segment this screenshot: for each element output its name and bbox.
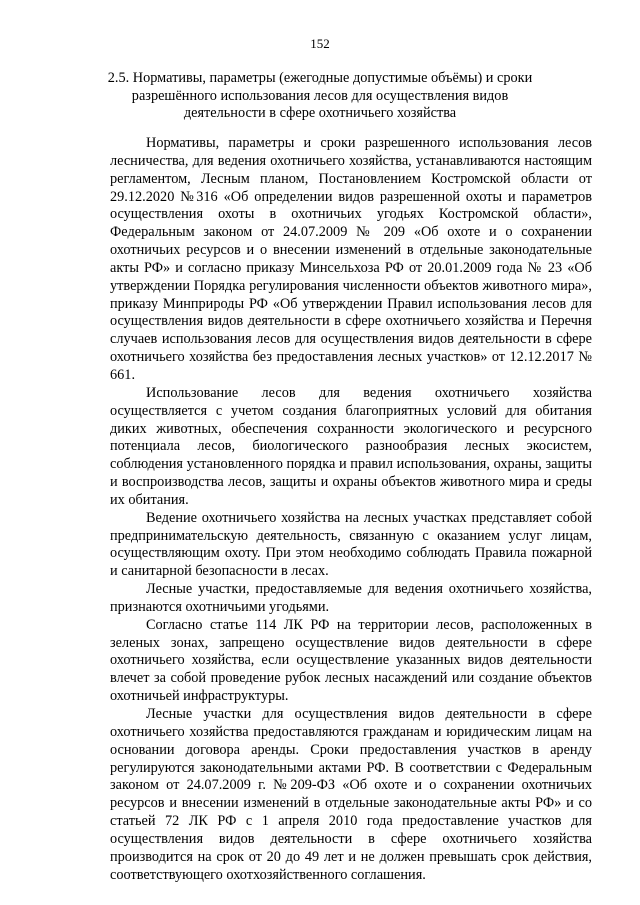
paragraph-2: Использование лесов для ведения охотничьего хозяйства осуществляется с учетом создания благоприятных условий для обитания диких животных, обеспечения сохранности экологического и ресурсного потенциала лесов, биологического разнообразия лесных экосистем, соблюдения установленного порядка и правил использования, охраны, защиты и воспроизводства лесов, защиты и охраны объектов животного мира и среды их обитания. bbox=[110, 384, 592, 508]
paragraph-4: Лесные участки, предоставляемые для ведения охотничьего хозяйства, признаются охотничьими угодьями. bbox=[110, 581, 592, 615]
page-number: 152 bbox=[310, 36, 330, 51]
paragraph-1: Нормативы, параметры и сроки разрешенного использования лесов лесничества, для ведения охотничьего хозяйства, устанавливаются настоящим регламентом, Лесным планом, Постановлением Костромской области от 29.12.2020 №316 «Об определении видов разрешенной охоты и параметров осуществления охоты в охотничьих угодьях Костромской области», Федеральным законом от 24.07.2009 № 209 «Об охоте и о сохранении охотничьих ресурсов и о внесении изменений в отдельные законодательные акты РФ» и согласно приказу Минсельхоза РФ от 20.01.2009 года № 23 «Об утверждении Порядка регулирования численности объектов животного мира», приказу Минприроды РФ «Об утверждении Правил использования лесов для осуществления видов деятельности в сфере охотничьего хозяйства и Перечня случаев использования лесов для осуществления видов деятельности в сфере охотничьего хозяйства без предоставления лесных участков» от 12.12.2017 № 661. bbox=[110, 135, 592, 383]
paragraph-6: Лесные участки для осуществления видов деятельности в сфере охотничьего хозяйства предоставляются гражданам и юридическим лицам на основании договора аренды. Сроки предоставления участков в аренду регулируются законодательными актами РФ. В соответствии с Федеральным законом от 24.07.2009 г. №209-ФЗ «Об охоте и о сохранении охотничьих ресурсов и внесении изменений в отдельные законодательные акты РФ» и со статьей 72 ЛК РФ с 1 апреля 2010 года предоставление участков для осуществления видов деятельности в сфере охотничьего хозяйства производится на срок от 20 до 49 лет и не должен превышать срок действия, соответствующего охотхозяйственного соглашения. bbox=[110, 706, 592, 883]
section-title: 2.5. Нормативы, параметры (ежегодные допустимые объёмы) и сроки разрешённого использования лесов для осуществления видов деятельности в сфере охотничьего хозяйства bbox=[107, 70, 533, 121]
paragraph-3: Ведение охотничьего хозяйства на лесных участках представляет собой предпринимательскую деятельность, связанную с оказанием услуг лицам, осуществляющим охоту. При этом необходимо соблюдать Правила пожарной и санитарной безопасности в лесах. bbox=[110, 509, 592, 580]
paragraph-5: Согласно статье 114 ЛК РФ на территории лесов, расположенных в зеленых зонах, запрещено осуществление видов деятельности в сфере охотничьего хозяйства, если осуществление указанных видов деятельности влечет за собой проведение рубок лесных насаждений или создание объектов охотничьей инфраструктуры. bbox=[110, 616, 592, 705]
body-text bbox=[110, 135, 592, 884]
